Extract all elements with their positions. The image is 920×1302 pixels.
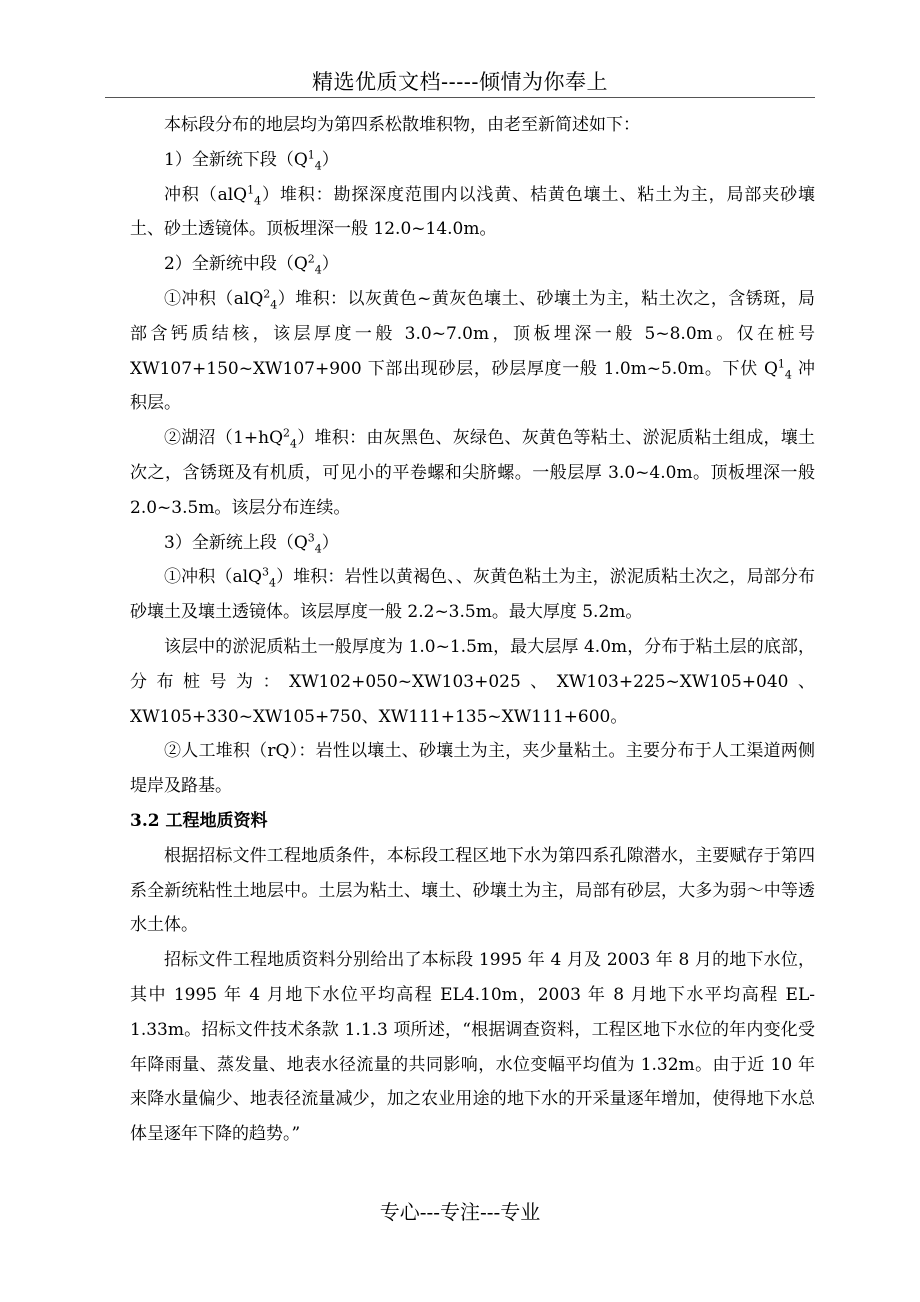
paragraph-middle-holocene: 2）全新统中段$(Q^2_4)$ bbox=[164, 252, 339, 277]
paragraph-upper-holocene: 3）全新统上段$(Q^3_4)$ bbox=[164, 530, 339, 555]
paragraph-middle-alluvial: ①冲积（alQ$^2_4$）堆积：以灰黄色~黄灰色壤土、砂壤土为主，粘土次之，含锈斑，局部含钙质结核，该层厚度一般 3.0~7.0m，顶板埋深一般 5~8.0m。仅在桩号 XW107+150~XW107+900 下部出现砂层，砂层厚度一般 1.0m~5.0m。下伏 $Q^1_4$ 冲积层。 bbox=[130, 287, 816, 414]
document-body bbox=[130, 108, 815, 1152]
page-header: 精选优质文档-----倾情为你奉上 bbox=[312, 70, 608, 94]
paragraph-upper-alluvial: ①冲积（alQ$^3_4$）堆积：岩性以黄褐色、、灰黄色粘土为主，淤泥质粘土次之，局部分布砂壤土及壤土透镜体。该层厚度一般 2.2~3.5m。最大厚度 5.2m。 bbox=[130, 565, 815, 623]
header-divider bbox=[105, 97, 815, 98]
paragraph-lacustrine: ②湖沼$(1+hQ^2_4)$堆积：由灰黑色、灰绿色、灰黄色等粘土、淤泥质粘土组成，壤土次之，含锈斑及有机质，可见小的平卷螺和尖脐螺。一般层厚 3.0~4.0m。顶板埋深一般 2.0~3.5m。该层分布连续。 bbox=[130, 426, 815, 518]
paragraph-artificial-fill: ②人工堆积（rQ）：岩性以壤土、砂壤土为主，夹少量粘土。主要分布于人工渠道两侧堤岸及路基。 bbox=[130, 741, 815, 797]
page-footer: 专心---专注---专业 bbox=[379, 1200, 541, 1224]
paragraph-water-level: 招标文件工程地质资料分别给出了本标段 1995 年 4 月及 2003 年 8 月的地下水位，其中 1995 年 4 月地下水位平均高程 EL4.10m，2003 年 8 月地下水平均高程 EL-1.33m。招标文件技术条款 1.1.3 项所述，“根据调查资料，工程区地下水位的年内变化受年降雨量、蒸发量、地表水径流量的共同影响，水位变幅平均值为 1.32m。由于近 10 年来降水量偏少、地表径流量减少，加之农业用途的地下水的开采量逐年增加，使得地下水总体呈逐年下降的趋势。” bbox=[130, 950, 815, 1145]
paragraph-lower-holocene: 1）全新统下段$(Q^1_4)$ bbox=[164, 148, 339, 173]
paragraph-intro: 本标段分布的地层均为第四系松散堆积物，由老至新简述如下： bbox=[164, 115, 640, 135]
paragraph-lower-alluvial: 冲积（alQ$^1_4$）堆积：勘探深度范围内以浅黄、桔黄色壤土、粘土为主，局部夹砂壤土、砂土透镜体。顶板埋深一般 12.0~14.0m。 bbox=[130, 182, 816, 240]
section-heading: 3.2 工程地质资料 bbox=[130, 810, 268, 831]
paragraph-groundwater: 根据招标文件工程地质条件，本标段工程区地下水为第四系孔隙潜水，主要赋存于第四系全新统粘性土地层中。土层为粘土、壤土、砂壤土为主，局部有砂层，大多为弱～中等透水土体。 bbox=[130, 845, 815, 936]
paragraph-silty-clay: 该层中的淤泥质粘土一般厚度为 1.0~1.5m，最大层厚 4.0m，分布于粘土层的底部，分布桩号为：XW102+050~XW103+025、XW103+225~XW105+040、XW105+330~XW105+750、XW111+135~XW111+600。 bbox=[130, 636, 815, 727]
